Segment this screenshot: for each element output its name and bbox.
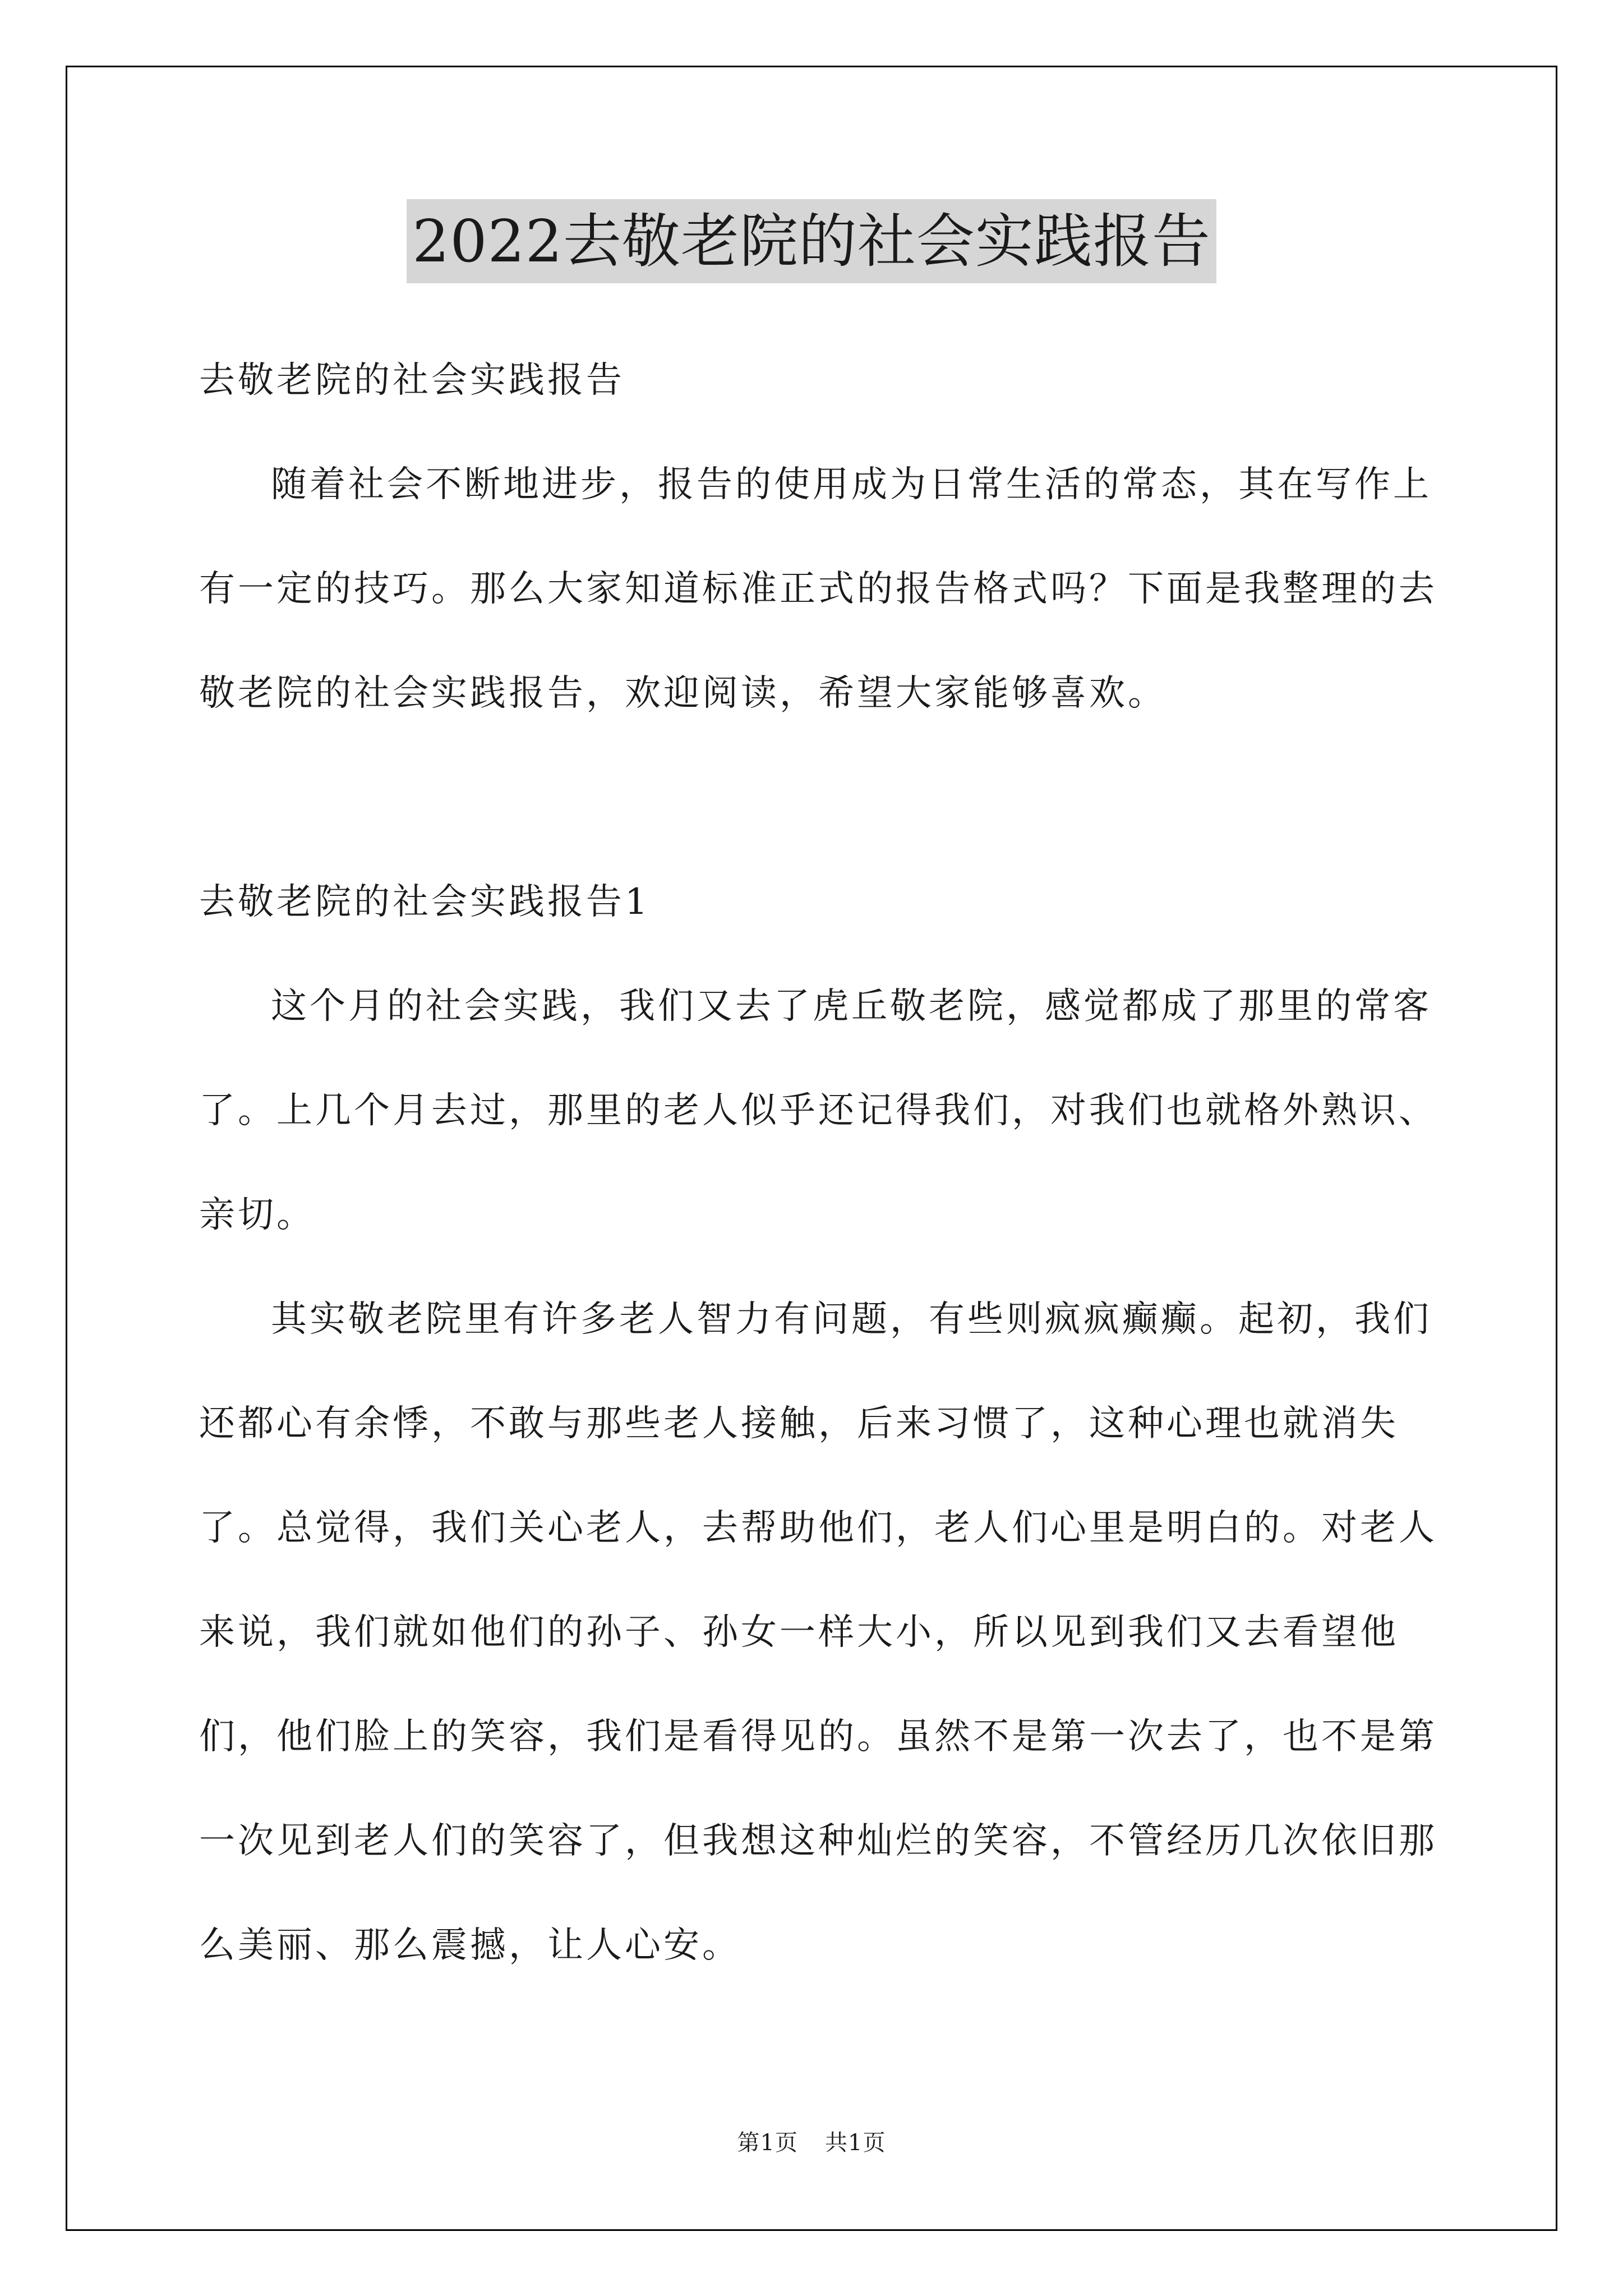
body-paragraph: 其实敬老院里有许多老人智力有问题，有些则疯疯癫癫。起初，我们还都心有余悸，不敢与那些老人接触，后来习惯了，这种心理也就消失了。总觉得，我们关心老人，去帮助他们，老人们心里是明白的。对老人来说，我们就如他们的孙子、孙女一样大小，所以见到我们又去看望他们，他们脸上的笑容，我们是看得见的。虽然不是第一次去了，也不是第一次见到老人们的笑容了，但我想这种灿烂的笑容，不管经历几次依旧那么美丽、那么震撼，让人心安。	[199, 1299, 1437, 1966]
page-footer	[0, 2125, 1623, 2157]
document-subtitle: 去敬老院的社会实践报告	[199, 360, 625, 401]
page-total: 共1页	[825, 2130, 886, 2156]
intro-paragraph: 随着社会不断地进步，报告的使用成为日常生活的常态，其在写作上有一定的技巧。那么大家知道标准正式的报告格式吗？下面是我整理的去敬老院的社会实践报告，欢迎阅读，希望大家能够喜欢。	[199, 464, 1437, 714]
section-block	[199, 850, 1455, 1998]
title-area	[0, 199, 1623, 283]
document-title: 2022去敬老院的社会实践报告	[407, 199, 1216, 283]
intro-block	[199, 328, 1455, 746]
section-heading: 去敬老院的社会实践报告1	[199, 881, 651, 923]
page-number: 第1页	[737, 2130, 798, 2156]
body-paragraph: 这个月的社会实践，我们又去了虎丘敬老院，感觉都成了那里的常客了。上几个月去过，那里的老人似乎还记得我们，对我们也就格外熟识、亲切。	[199, 986, 1437, 1236]
